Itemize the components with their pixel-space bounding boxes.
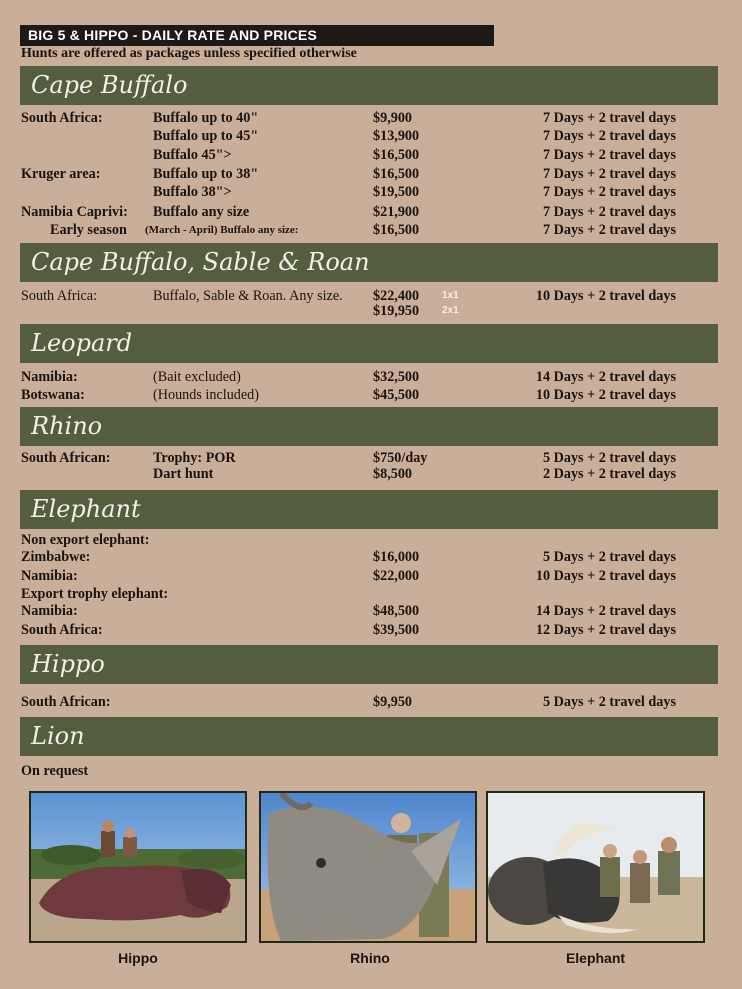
photo-caption-elephant: Elephant bbox=[565, 950, 626, 966]
price: $750/day bbox=[373, 450, 428, 466]
price: $16,500 bbox=[373, 166, 420, 182]
section-header-rhino: Rhino bbox=[20, 407, 718, 446]
region-label: Namibia: bbox=[21, 568, 78, 584]
duration: 7 Days + 2 travel days bbox=[542, 147, 676, 163]
price: $8,500 bbox=[373, 466, 413, 482]
region-label: Namibia Caprivi: bbox=[21, 204, 128, 220]
duration: 14 Days + 2 travel days bbox=[535, 369, 676, 385]
price: $9,900 bbox=[373, 110, 413, 126]
description: (Bait excluded) bbox=[153, 369, 241, 385]
price-row bbox=[0, 387, 742, 406]
price: $9,950 bbox=[373, 694, 413, 710]
description: Trophy: POR bbox=[153, 450, 236, 466]
price-row bbox=[0, 694, 742, 713]
description: Buffalo, Sable & Roan. Any size. bbox=[153, 288, 343, 304]
description: Buffalo any size bbox=[153, 204, 250, 220]
price-row bbox=[0, 603, 742, 622]
price-row bbox=[0, 128, 742, 147]
non-export-label: Non export elephant: bbox=[21, 532, 150, 548]
price: $16,500 bbox=[373, 147, 420, 163]
early-season-note: (March - April) Buffalo any size: bbox=[145, 224, 299, 236]
price-row bbox=[0, 549, 742, 568]
photo-caption-rhino: Rhino bbox=[350, 950, 390, 966]
region-label: South Africa: bbox=[21, 288, 98, 304]
description: Buffalo 38"> bbox=[153, 184, 232, 200]
region-label: South African: bbox=[21, 694, 111, 710]
price-row bbox=[0, 204, 742, 223]
section-header-lion: Lion bbox=[20, 717, 718, 756]
duration: 7 Days + 2 travel days bbox=[542, 222, 676, 238]
rhino-photo bbox=[259, 791, 477, 943]
early-season-label: Early season bbox=[50, 222, 127, 238]
description: (Hounds included) bbox=[153, 387, 259, 403]
photo-caption-hippo: Hippo bbox=[118, 950, 158, 966]
duration: 5 Days + 2 travel days bbox=[542, 694, 676, 710]
region-label: Namibia: bbox=[21, 369, 78, 385]
duration: 10 Days + 2 travel days bbox=[535, 568, 676, 584]
duration: 7 Days + 2 travel days bbox=[542, 128, 676, 144]
duration: 10 Days + 2 travel days bbox=[535, 387, 676, 403]
package-tag: 1x1 bbox=[442, 290, 459, 301]
elephant-photo bbox=[486, 791, 705, 943]
duration: 7 Days + 2 travel days bbox=[542, 204, 676, 220]
price: $22,000 bbox=[373, 568, 420, 584]
region-label: South Africa: bbox=[21, 110, 103, 126]
region-label: Zimbabwe: bbox=[21, 549, 91, 565]
duration: 7 Days + 2 travel days bbox=[542, 110, 676, 126]
price-row bbox=[0, 184, 742, 203]
package-tag: 2x1 bbox=[442, 305, 459, 316]
region-label: Namibia: bbox=[21, 603, 78, 619]
region-label: Kruger area: bbox=[21, 166, 101, 182]
region-label: Botswana: bbox=[21, 387, 85, 403]
price-row bbox=[0, 303, 742, 322]
duration: 7 Days + 2 travel days bbox=[542, 166, 676, 182]
price: $45,500 bbox=[373, 387, 420, 403]
price: $19,950 bbox=[373, 303, 420, 319]
section-header-cape-buffalo: Cape Buffalo bbox=[20, 66, 718, 105]
page-subtitle: Hunts are offered as packages unless specified otherwise bbox=[21, 46, 357, 61]
description: Buffalo up to 38" bbox=[153, 166, 259, 182]
section-header-leopard: Leopard bbox=[20, 324, 718, 363]
price-row bbox=[0, 568, 742, 587]
price-row bbox=[0, 622, 742, 641]
region-label: South Africa: bbox=[21, 622, 103, 638]
price: $22,400 bbox=[373, 288, 420, 304]
price: $48,500 bbox=[373, 603, 420, 619]
duration: 7 Days + 2 travel days bbox=[542, 184, 676, 200]
duration: 2 Days + 2 travel days bbox=[542, 466, 676, 482]
description: Dart hunt bbox=[153, 466, 214, 482]
page-title: BIG 5 & HIPPO - DAILY RATE AND PRICES bbox=[20, 25, 494, 46]
price: $16,500 bbox=[373, 222, 420, 238]
price-row bbox=[0, 147, 742, 166]
duration: 5 Days + 2 travel days bbox=[542, 549, 676, 565]
section-header-elephant: Elephant bbox=[20, 490, 718, 529]
price: $16,000 bbox=[373, 549, 420, 565]
export-label: Export trophy elephant: bbox=[21, 586, 169, 602]
price-row bbox=[0, 466, 742, 485]
price: $13,900 bbox=[373, 128, 420, 144]
price: $39,500 bbox=[373, 622, 420, 638]
price-row bbox=[0, 369, 742, 388]
price-row bbox=[0, 222, 742, 241]
price-row bbox=[0, 110, 742, 129]
section-header-buffalo-sable-roan: Cape Buffalo, Sable & Roan bbox=[20, 243, 718, 282]
duration: 5 Days + 2 travel days bbox=[542, 450, 676, 466]
duration: 12 Days + 2 travel days bbox=[535, 622, 676, 638]
section-header-hippo: Hippo bbox=[20, 645, 718, 684]
duration: 10 Days + 2 travel days bbox=[535, 288, 676, 304]
lion-note-row bbox=[0, 763, 742, 782]
region-label: South African: bbox=[21, 450, 111, 466]
lion-note: On request bbox=[21, 763, 89, 779]
description: Buffalo 45"> bbox=[153, 147, 232, 163]
description: Buffalo up to 40" bbox=[153, 110, 259, 126]
hippo-photo bbox=[29, 791, 247, 943]
price-row bbox=[0, 166, 742, 185]
price: $32,500 bbox=[373, 369, 420, 385]
description: Buffalo up to 45" bbox=[153, 128, 259, 144]
price: $21,900 bbox=[373, 204, 420, 220]
duration: 14 Days + 2 travel days bbox=[535, 603, 676, 619]
price: $19,500 bbox=[373, 184, 420, 200]
